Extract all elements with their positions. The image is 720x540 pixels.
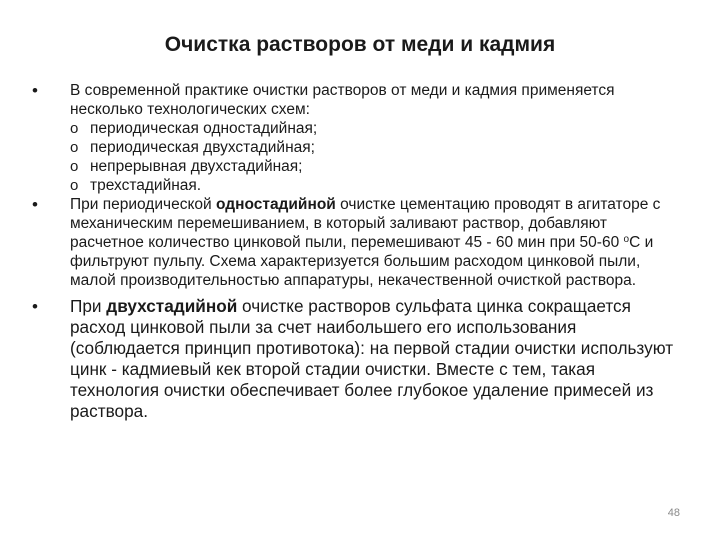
list-item-text: периодическая одностадийная; [90,120,318,137]
text-segment: При [70,296,107,316]
slide-content [32,81,682,422]
text-segment: При периодической [70,196,216,213]
list-item-text: трехстадийная. [90,177,202,194]
slide-title: Очистка растворов от меди и кадмия [164,33,556,56]
text-segment: очистке растворов сульфата цинка сокращается расход цинковой пыли за счет наибольшего его использования (соблюдается принцип противотока): на первой стадии очистки используют цинк - кадмиевый кек второй стадии очистки. Вместе с тем, такая технология очистки обеспечивает более глубокое удаление примесей из раствора. [70,296,674,421]
sub-bullet-marker: o [70,139,79,156]
list-item [70,138,682,157]
bullet-text [70,296,682,422]
emphasis-two-stage: двухстадийной [106,296,238,316]
bullet-marker: • [32,195,38,214]
list-item [70,176,682,195]
sub-bullet-marker: o [70,120,79,137]
list-item-text: непрерывная двухстадийная; [90,158,303,175]
text-segment: С и фильтруют пульпу. Схема характеризуется большим расходом цинковой пыли, малой производительностью аппаратуры, некачественной очисткой раствора. [70,234,654,289]
bullet-item [32,296,682,422]
degree-superscript: о [623,234,630,245]
bullet-text [70,195,682,290]
bullet-intro: В современной практике очистки растворов от меди и кадмия применяется несколько технологических схем: [70,82,615,118]
bullet-marker: • [32,81,38,100]
text-segment: очистке цементацию проводят в агитаторе с механическим перемешиванием, в который заливают раствор, добавляют расчетное количество цинковой пыли, перемешивают 45 - 60 мин при 50-60 [70,196,661,251]
scheme-list [70,119,682,195]
sub-bullet-marker: o [70,158,79,175]
bullet-item [32,81,682,195]
list-item [70,157,682,176]
bullet-marker: • [32,297,38,316]
bullet-item [32,195,682,290]
page-number: 48 [667,507,680,519]
sub-bullet-marker: o [70,177,79,194]
list-item [70,119,682,138]
list-item-text: периодическая двухстадийная; [90,139,315,156]
emphasis-one-stage: одностадийной [216,196,336,213]
